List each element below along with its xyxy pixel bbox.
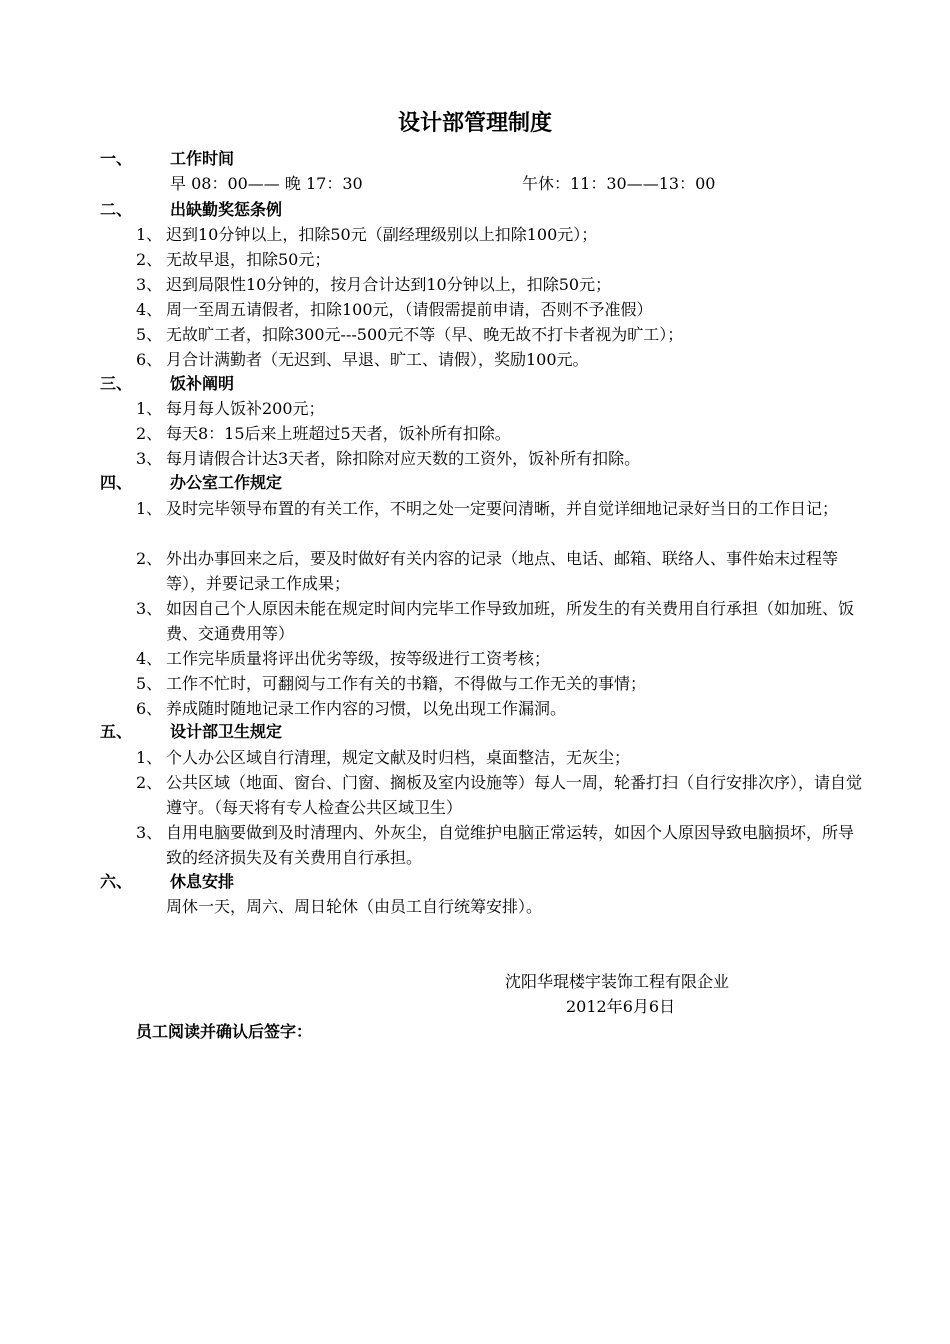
item-text: 迟到10分钟以上，扣除50元（副经理级别以上扣除100元）； <box>166 225 598 244</box>
section-number: 三、 <box>100 374 133 393</box>
rest-schedule: 周休一天，周六、周日轮休（由员工自行统筹安排）。 <box>166 897 543 916</box>
item-number: 2、 <box>136 250 163 269</box>
section-title: 出缺勤奖惩条例 <box>170 200 283 219</box>
item-number: 5、 <box>136 674 163 693</box>
item-number: 3、 <box>136 275 163 294</box>
item-text: 无故旷工者，扣除300元---500元不等（早、晚无故不打卡者视为旷工）； <box>166 325 684 344</box>
item-text: 每月每人饭补200元； <box>166 399 325 418</box>
item-number: 3、 <box>136 599 163 618</box>
list-item <box>136 596 866 646</box>
item-number: 1、 <box>136 748 163 767</box>
item-number: 3、 <box>136 823 163 842</box>
section-number: 二、 <box>100 200 133 219</box>
item-number: 6、 <box>136 699 163 718</box>
list-item <box>136 696 866 721</box>
list-item <box>136 446 866 471</box>
item-text: 及时完毕领导布置的有关工作，不明之处一定要问清晰，并自觉详细地记录好当日的工作日记； <box>166 499 839 518</box>
item-number: 4、 <box>136 649 163 668</box>
work-hours: 早 08：00—— 晚 17：30 <box>170 174 363 193</box>
item-text: 每月请假合计达3天者，除扣除对应天数的工资外，饭补所有扣除。 <box>166 449 641 468</box>
item-text: 外出办事回来之后，要及时做好有关内容的记录（地点、电话、邮箱、联络人、事件始末过程等等），并要记录工作成果； <box>166 549 839 593</box>
item-text: 自用电脑要做到及时清理内、外灰尘，自觉维护电脑正常运转，如因个人原因导致电脑损坏，所导致的经济损失及有关费用自行承担。 <box>166 823 855 867</box>
list-item <box>136 820 866 870</box>
section-title: 设计部卫生规定 <box>170 722 283 741</box>
section-number: 六、 <box>100 872 133 891</box>
item-number: 2、 <box>136 424 163 443</box>
list-item <box>136 222 866 247</box>
list-item <box>136 770 866 820</box>
item-text: 工作不忙时，可翻阅与工作有关的书籍，不得做与工作无关的事情； <box>166 674 647 693</box>
item-number: 1、 <box>136 499 163 518</box>
section-title: 工作时间 <box>170 149 235 168</box>
item-text: 养成随时随地记录工作内容的习惯，以免出现工作漏洞。 <box>166 699 567 718</box>
list-item <box>136 546 866 596</box>
item-text: 公共区域（地面、窗台、门窗、搁板及室内设施等）每人一周，轮番打扫（自行安排次序），请自觉遵守。（每天将有专人检查公共区域卫生） <box>166 773 863 817</box>
list-item <box>136 247 866 272</box>
section-number: 一、 <box>100 149 133 168</box>
item-number: 4、 <box>136 300 163 319</box>
section-title: 办公室工作规定 <box>170 473 283 492</box>
section-title: 休息安排 <box>170 872 235 891</box>
item-text: 工作完毕质量将评出优劣等级，按等级进行工资考核； <box>166 649 551 668</box>
list-item <box>136 297 866 322</box>
item-number: 2、 <box>136 549 163 568</box>
item-text: 个人办公区域自行清理，规定文献及时归档，桌面整洁，无灰尘； <box>166 748 631 767</box>
item-number: 1、 <box>136 399 163 418</box>
item-number: 2、 <box>136 773 163 792</box>
item-number: 3、 <box>136 449 163 468</box>
item-text: 如因自己个人原因未能在规定时间内完毕工作导致加班，所发生的有关费用自行承担（如加班、饭费、交通费用等） <box>166 599 855 643</box>
company-name: 沈阳华琨楼宇装饰工程有限企业 <box>505 972 730 991</box>
list-item <box>136 421 866 446</box>
item-number: 5、 <box>136 325 163 344</box>
list-item <box>136 322 866 347</box>
item-number: 1、 <box>136 225 163 244</box>
item-text: 周一至周五请假者，扣除100元，（请假需提前申请，否则不予准假） <box>166 300 653 319</box>
section-title: 饭补阐明 <box>170 374 235 393</box>
list-item <box>136 396 866 421</box>
list-item <box>136 646 866 671</box>
list-item <box>136 347 866 372</box>
document-title: 设计部管理制度 <box>397 111 552 136</box>
list-item <box>136 496 866 521</box>
lunch-break: 午休：11：30——13：00 <box>522 174 716 193</box>
list-item <box>136 671 866 696</box>
section-number: 五、 <box>100 722 133 741</box>
item-text: 月合计满勤者（无迟到、早退、旷工、请假），奖励100元。 <box>166 350 589 369</box>
item-text: 无故早退，扣除50元； <box>166 250 331 269</box>
document-date: 2012年6月6日 <box>566 997 676 1016</box>
section-number: 四、 <box>100 473 133 492</box>
list-item <box>136 745 866 770</box>
list-item <box>136 272 866 297</box>
item-text: 迟到局限性10分钟的，按月合计达到10分钟以上，扣除50元； <box>166 275 612 294</box>
signature-label: 员工阅读并确认后签字： <box>136 1022 313 1041</box>
item-text: 每天8：15后来上班超过5天者，饭补所有扣除。 <box>166 424 511 443</box>
item-number: 6、 <box>136 350 163 369</box>
